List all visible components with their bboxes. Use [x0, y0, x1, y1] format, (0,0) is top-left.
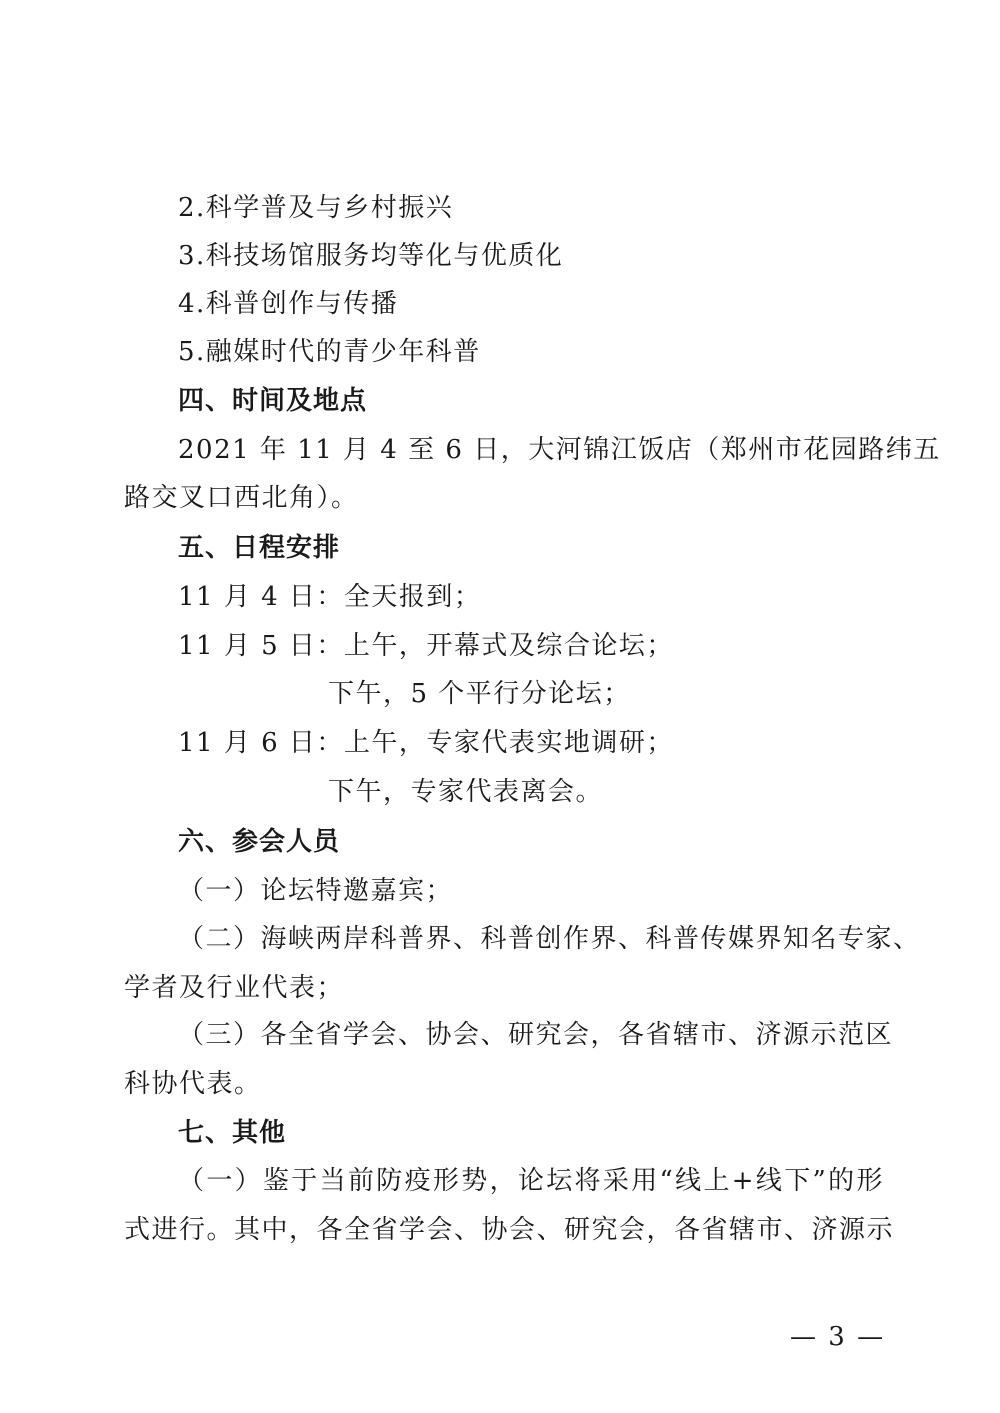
section-heading-other: 七、其他	[178, 1118, 287, 1148]
topic-item-3: 3.科技场馆服务均等化与优质化	[178, 241, 564, 271]
attendee-item-3-line-2: 科协代表。	[124, 1069, 262, 1099]
attendee-item-2-line-1: （二）海峡两岸科普界、科普创作界、科普传媒界知名专家、	[178, 924, 921, 954]
schedule-day-2-afternoon: 下午，5 个平行分论坛；	[328, 679, 631, 709]
attendee-item-2-line-2: 学者及行业代表；	[124, 973, 345, 1003]
section-heading-attendees: 六、参会人员	[178, 827, 341, 857]
attendee-item-3-line-1: （三）各全省学会、协会、研究会，各省辖市、济源示范区	[178, 1020, 894, 1050]
other-item-1-line-2: 式进行。其中，各全省学会、协会、研究会，各省辖市、济源示	[124, 1215, 895, 1245]
attendee-item-1: （一）论坛特邀嘉宾；	[178, 876, 454, 906]
schedule-day-3-morning: 11 月 6 日：上午，专家代表实地调研；	[178, 728, 674, 758]
topic-item-5: 5.融媒时代的青少年科普	[178, 337, 481, 367]
page-number: — 3 —	[790, 1322, 886, 1352]
schedule-day-3-afternoon: 下午，专家代表离会。	[328, 777, 604, 807]
section-heading-schedule: 五、日程安排	[178, 533, 341, 563]
schedule-day-2-morning: 11 月 5 日：上午，开幕式及综合论坛；	[178, 631, 674, 661]
other-item-1-line-1: （一）鉴于当前防疫形势，论坛将采用“线上+线下”的形	[178, 1166, 884, 1196]
time-location-line-1: 2021 年 11 月 4 至 6 日，大河锦江饭店（郑州市花园路纬五	[178, 435, 941, 465]
section-heading-time-location: 四、时间及地点	[178, 386, 368, 416]
schedule-day-1: 11 月 4 日：全天报到；	[178, 582, 482, 612]
time-location-line-2: 路交叉口西北角）。	[124, 483, 359, 513]
topic-item-2: 2.科学普及与乡村振兴	[178, 193, 454, 223]
topic-item-4: 4.科普创作与传播	[178, 289, 399, 319]
